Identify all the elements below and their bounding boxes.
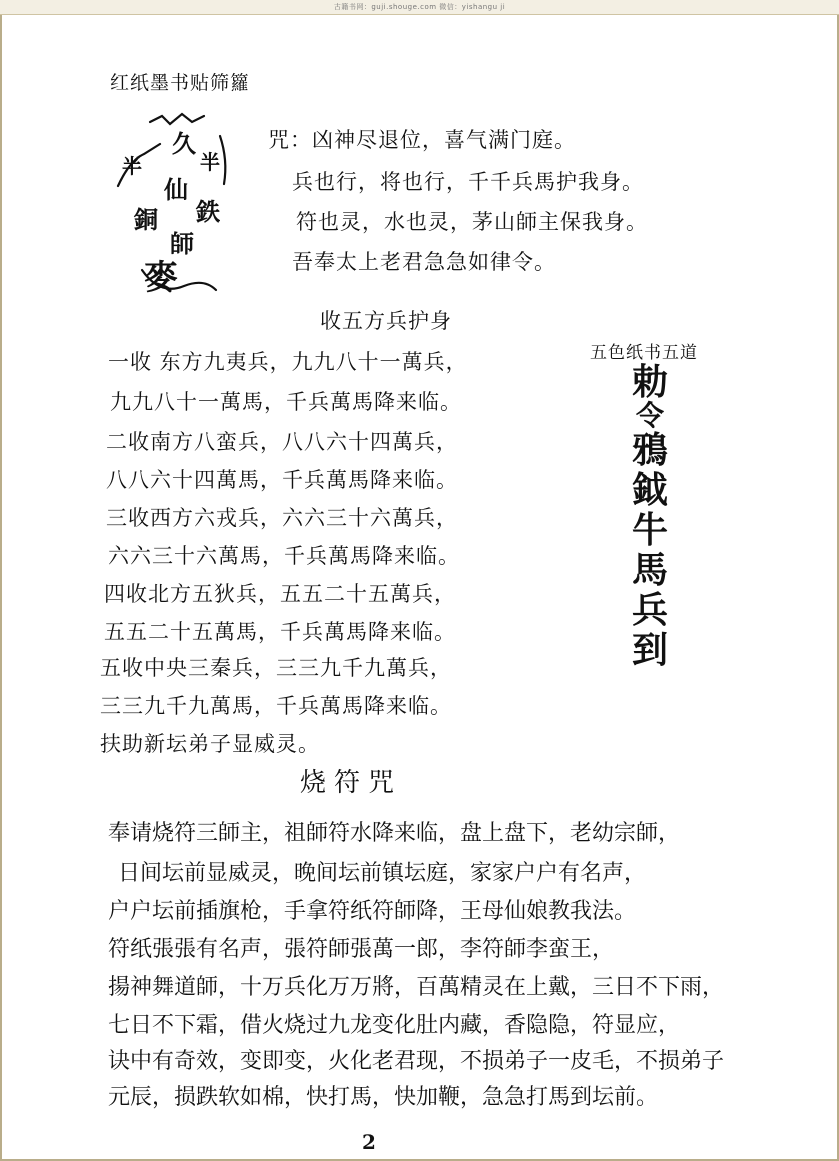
watermark: 古籍书网：guji.shouge.com 微信：yishangu ji xyxy=(333,3,506,11)
top-left-label: 红纸墨书贴筛籮 xyxy=(110,72,251,94)
talisman-right-char: 鉞 xyxy=(632,469,669,511)
right-label: 五色纸书五道 xyxy=(590,343,698,363)
incantation-3-line: 符纸張張有名声，張符師張萬一郎，李符師李蛮王， xyxy=(108,937,615,962)
incantation-3-line: 揚神舞道師，十万兵化万万將，百萬精灵在上戴，三日不下雨， xyxy=(108,975,725,1000)
incantation-2-line: 三收西方六戎兵，六六三十六萬兵， xyxy=(106,506,458,530)
incantation-1-line: 符也灵，水也灵，茅山師主保我身。 xyxy=(296,210,648,234)
incantation-2-line: 四收北方五狄兵，五五二十五萬兵， xyxy=(104,582,456,606)
section-2-title: 收五方兵护身 xyxy=(320,309,452,333)
talisman-left-char: 麥 xyxy=(144,258,178,298)
talisman-right xyxy=(632,362,668,670)
talisman-left xyxy=(100,100,250,300)
incantation-1-line: 咒：凶神尽退位，喜气满门庭。 xyxy=(268,128,576,152)
incantation-3-line: 奉请烧符三師主，祖師符水降来临，盘上盘下，老幼宗師， xyxy=(108,821,681,846)
incantation-3-line: 户户坛前插旗枪，手拿符纸符師降，王母仙娘教我法。 xyxy=(108,899,637,924)
incantation-2-line: 一收 东方九夷兵，九九八十一萬兵， xyxy=(108,350,468,374)
incantation-1-line: 吾奉太上老君急急如律令。 xyxy=(292,250,556,274)
top-bar xyxy=(0,0,839,15)
incantation-2-line: 六六三十六萬馬，千兵萬馬降来临。 xyxy=(108,544,460,568)
talisman-left-char: 銅 xyxy=(134,205,158,234)
incantation-2-line: 扶助新坛弟子显威灵。 xyxy=(100,732,320,756)
talisman-right-char: 鴉 xyxy=(632,429,669,471)
incantation-2-line: 二收南方八蛮兵，八八六十四萬兵， xyxy=(106,430,458,454)
incantation-3-line: 七日不下霜，借火烧过九龙变化肚内藏，香隐隐，符显应， xyxy=(108,1013,681,1038)
talisman-right-char: 兵 xyxy=(632,589,669,631)
incantation-3-line: 诀中有奇效，变即变，火化老君现，不损弟子一皮毛，不损弟子 xyxy=(108,1049,725,1074)
talisman-right-char: 令 xyxy=(636,399,665,432)
incantation-2-line: 五收中央三秦兵，三三九千九萬兵， xyxy=(100,656,452,680)
talisman-left-char: 鉄 xyxy=(196,197,220,226)
section-3-title: 烧符咒 xyxy=(300,768,403,798)
incantation-2-line: 三三九千九萬馬，千兵萬馬降来临。 xyxy=(100,694,452,718)
talisman-right-char: 勅 xyxy=(632,361,669,403)
incantation-2-line: 八八六十四萬馬，千兵萬馬降来临。 xyxy=(106,468,458,492)
incantation-3-line: 元辰，损跌软如棉，快打馬，快加鞭，急急打馬到坛前。 xyxy=(108,1085,659,1110)
talisman-left-char: 半 xyxy=(122,154,142,178)
talisman-left-char: 仙 xyxy=(164,175,188,204)
talisman-right-char: 到 xyxy=(632,629,669,671)
talisman-right-char: 牛 xyxy=(632,509,669,551)
talisman-left-char: 半 xyxy=(200,150,220,174)
talisman-right-char: 馬 xyxy=(632,549,669,591)
page-number: 2 xyxy=(362,1130,376,1154)
incantation-1-line: 兵也行，将也行，千千兵馬护我身。 xyxy=(292,170,644,194)
incantation-2-line: 九九八十一萬馬，千兵萬馬降来临。 xyxy=(110,390,462,414)
incantation-2-line: 五五二十五萬馬，千兵萬馬降来临。 xyxy=(104,620,456,644)
talisman-left-char: 久 xyxy=(172,129,196,158)
talisman-left-char: 師 xyxy=(170,229,194,258)
incantation-3-line: 日间坛前显威灵，晚间坛前镇坛庭，家家户户有名声， xyxy=(118,861,647,886)
